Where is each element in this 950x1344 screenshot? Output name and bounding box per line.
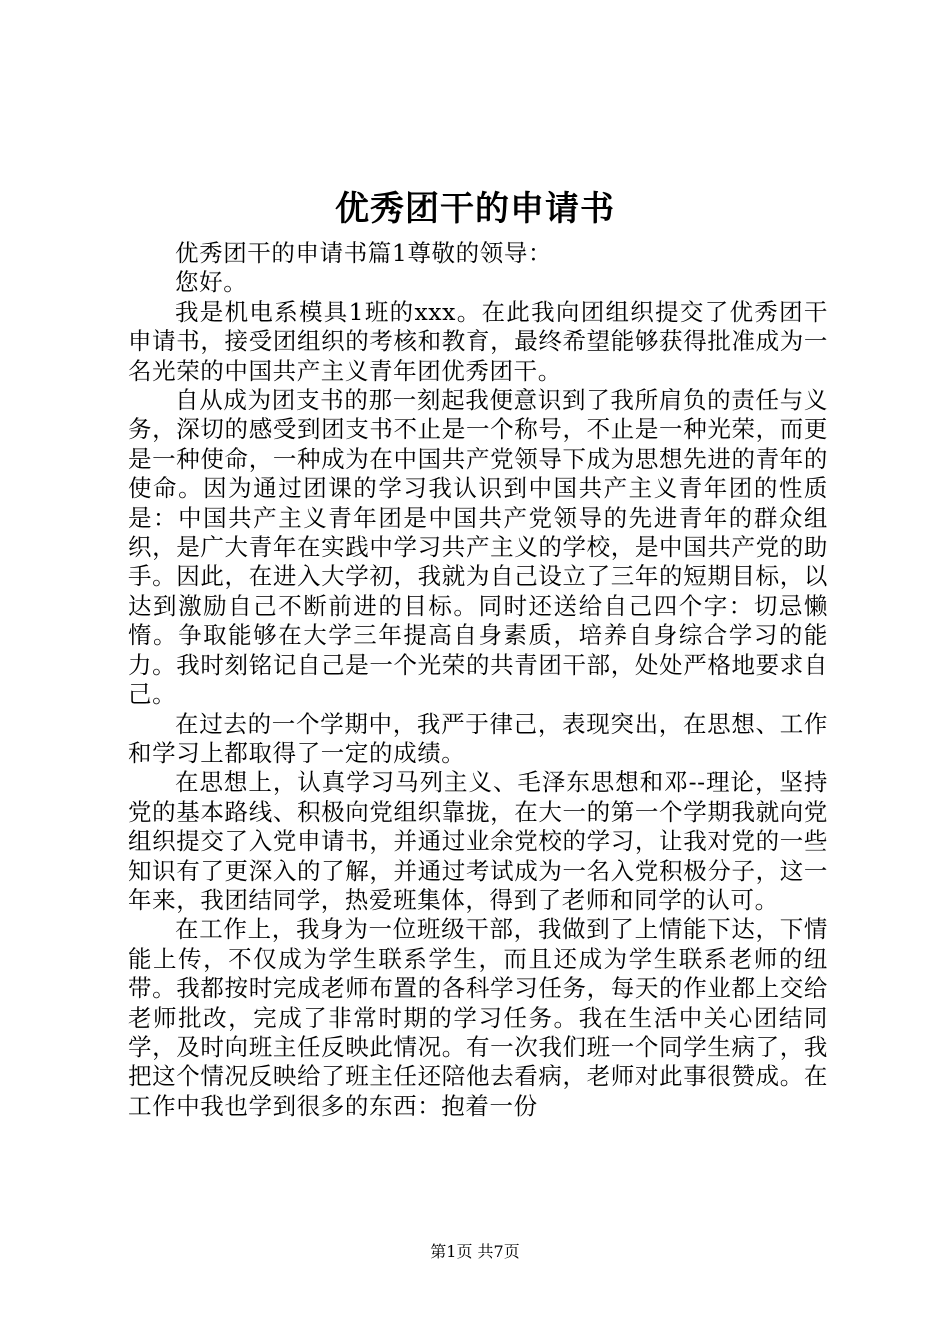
document-body: [128, 239, 828, 1121]
paragraph-past-semester: 在过去的一个学期中，我严于律己，表现突出，在思想、工作和学习上都取得了一定的成绩。: [128, 709, 828, 767]
paragraph-introduction: 我是机电系模具1班的xxx。在此我向团组织提交了优秀团干申请书，接受团组织的考核和教育，最终希望能够获得批准成为一名光荣的中国共产主义青年团优秀团干。: [128, 297, 828, 385]
paragraph-responsibility: 自从成为团支书的那一刻起我便意识到了我所肩负的责任与义务，深切的感受到团支书不止是一个称号，不止是一种光荣，而更是一种使命，一种成为在中国共产党领导下成为思想先进的青年的使命。因为通过团课的学习我认识到中国共产主义青年团的性质是：中国共产主义青年团是中国共产党领导的先进青年的群众组织，是广大青年在实践中学习共产主义的学校，是中国共产党的助手。因此，在进入大学初，我就为自己设立了三年的短期目标，以达到激励自己不断前进的目标。同时还送给自己四个字：切忌懒惰。争取能够在大学三年提高自身素质，培养自身综合学习的能力。我时刻铭记自己是一个光荣的共青团干部，处处严格地要求自己。: [128, 386, 828, 709]
page-number-footer: 第1页 共7页: [430, 1242, 520, 1261]
paragraph-work: 在工作上，我身为一位班级干部，我做到了上情能下达，下情能上传，不仅成为学生联系学生，而且还成为学生联系老师的纽带。我都按时完成老师布置的各科学习任务，每天的作业都上交给老师批改，完成了非常时期的学习任务。我在生活中关心团结同学，及时向班主任反映此情况。有一次我们班一个同学生病了，我把这个情况反映给了班主任还陪他去看病，老师对此事很赞成。在工作中我也学到很多的东西：抱着一份: [128, 915, 828, 1120]
paragraph-salutation-line: 优秀团干的申请书篇1尊敬的领导：: [175, 239, 553, 267]
paragraph-ideology: 在思想上，认真学习马列主义、毛泽东思想和邓--理论，坚持党的基本路线、积极向党组织靠拢，在大一的第一个学期我就向党组织提交了入党申请书，并通过业余党校的学习，让我对党的一些知识有了更深入的了解，并通过考试成为一名入党积极分子，这一年来，我团结同学，热爱班集体，得到了老师和同学的认可。: [128, 768, 828, 914]
document-title: 优秀团干的申请书: [335, 189, 615, 229]
paragraph-greeting: 您好。: [175, 268, 248, 297]
